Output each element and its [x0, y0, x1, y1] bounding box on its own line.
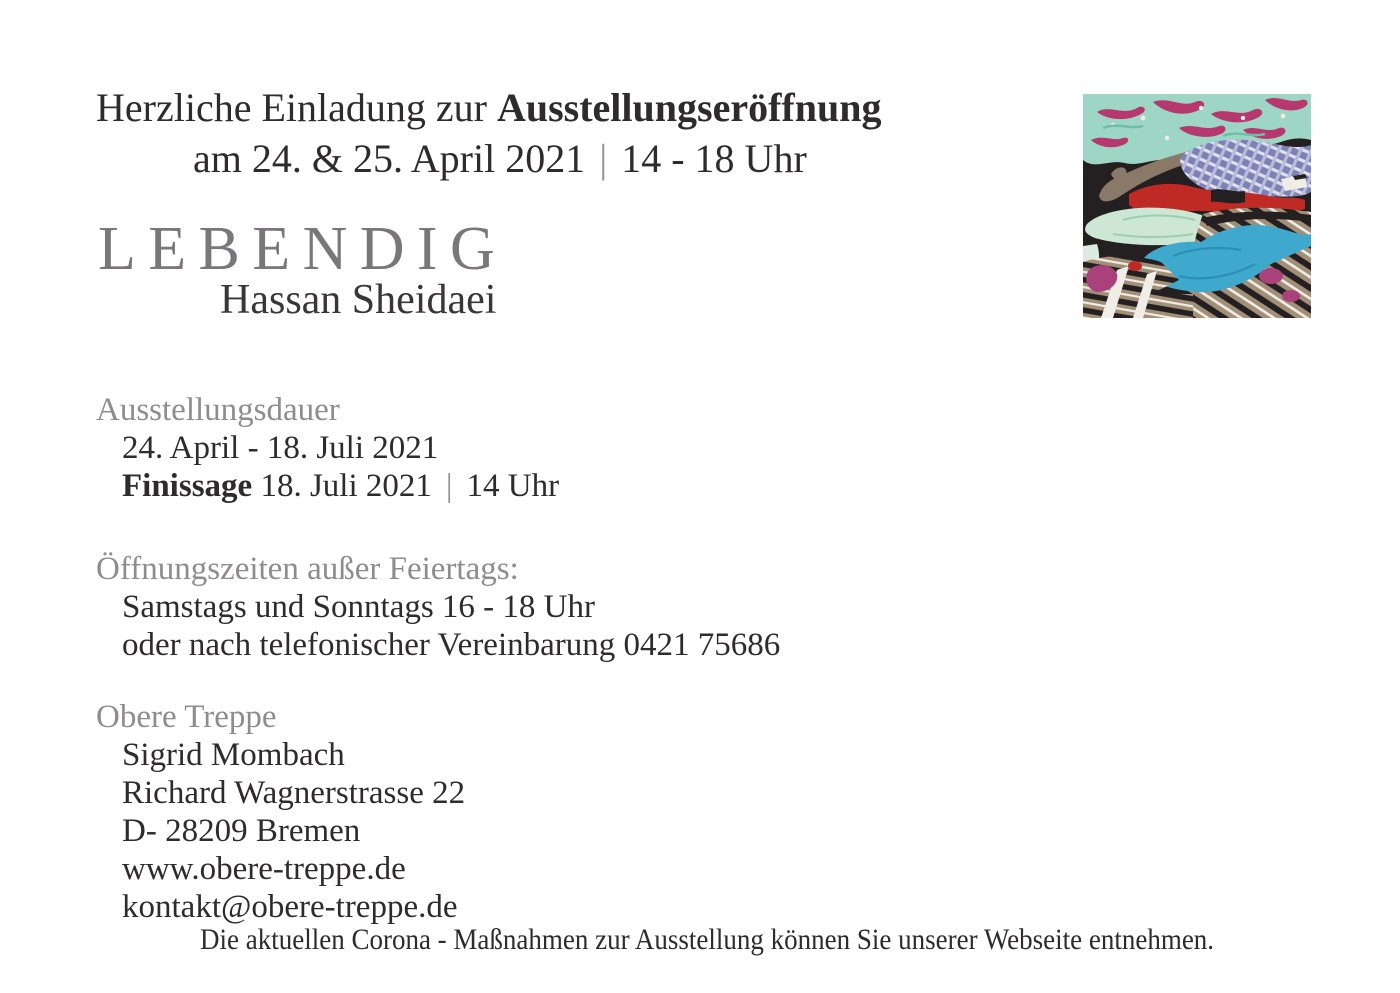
- invitation-header: [96, 82, 881, 184]
- date-time-line: [193, 133, 881, 184]
- duration-heading: Ausstellungsdauer: [96, 392, 340, 428]
- venue-city: D- 28209 Bremen: [122, 813, 361, 849]
- finissage-line: [96, 467, 559, 505]
- opening-hours-section: [96, 550, 780, 664]
- duration-date-range: 24. April - 18. Juli 2021: [122, 430, 439, 466]
- finissage-time: 14 Uhr: [466, 468, 560, 504]
- venue-email: kontakt@obere-treppe.de: [122, 889, 458, 925]
- finissage-label: Finissage: [122, 468, 253, 504]
- venue-name: Obere Treppe: [96, 699, 277, 735]
- pipe-separator: |: [445, 468, 453, 504]
- corona-note: Die aktuellen Corona - Maßnahmen zur Ausstellung können Sie unserer Webseite entnehmen.: [200, 923, 1215, 956]
- invite-emphasis-text: Ausstellungseröffnung: [496, 85, 882, 130]
- artist-name: Hassan Sheidaei: [220, 277, 497, 323]
- opening-hours-heading: Öffnungszeiten außer Feiertags:: [96, 551, 519, 587]
- exhibition-artwork-image: [1083, 94, 1311, 318]
- pipe-separator: |: [599, 136, 608, 181]
- venue-street: Richard Wagnerstrasse 22: [122, 775, 466, 811]
- invitation-line: [96, 82, 881, 133]
- invite-prefix-text: Herzliche Einladung zur: [96, 85, 487, 130]
- opening-time-text: 14 - 18 Uhr: [621, 136, 807, 181]
- opening-dates-text: am 24. & 25. April 2021: [193, 136, 586, 181]
- duration-section: [96, 391, 559, 505]
- finissage-date: 18. Juli 2021: [260, 468, 432, 504]
- weekend-hours-line: Samstags und Sonntags 16 - 18 Uhr: [122, 589, 595, 625]
- venue-website: www.obere-treppe.de: [122, 851, 406, 887]
- venue-section: [96, 698, 465, 926]
- phone-appointment-line: oder nach telefonischer Vereinbarung 0421 75686: [122, 627, 781, 663]
- exhibition-title: LEBENDIG: [98, 215, 508, 283]
- contact-person: Sigrid Mombach: [122, 737, 345, 773]
